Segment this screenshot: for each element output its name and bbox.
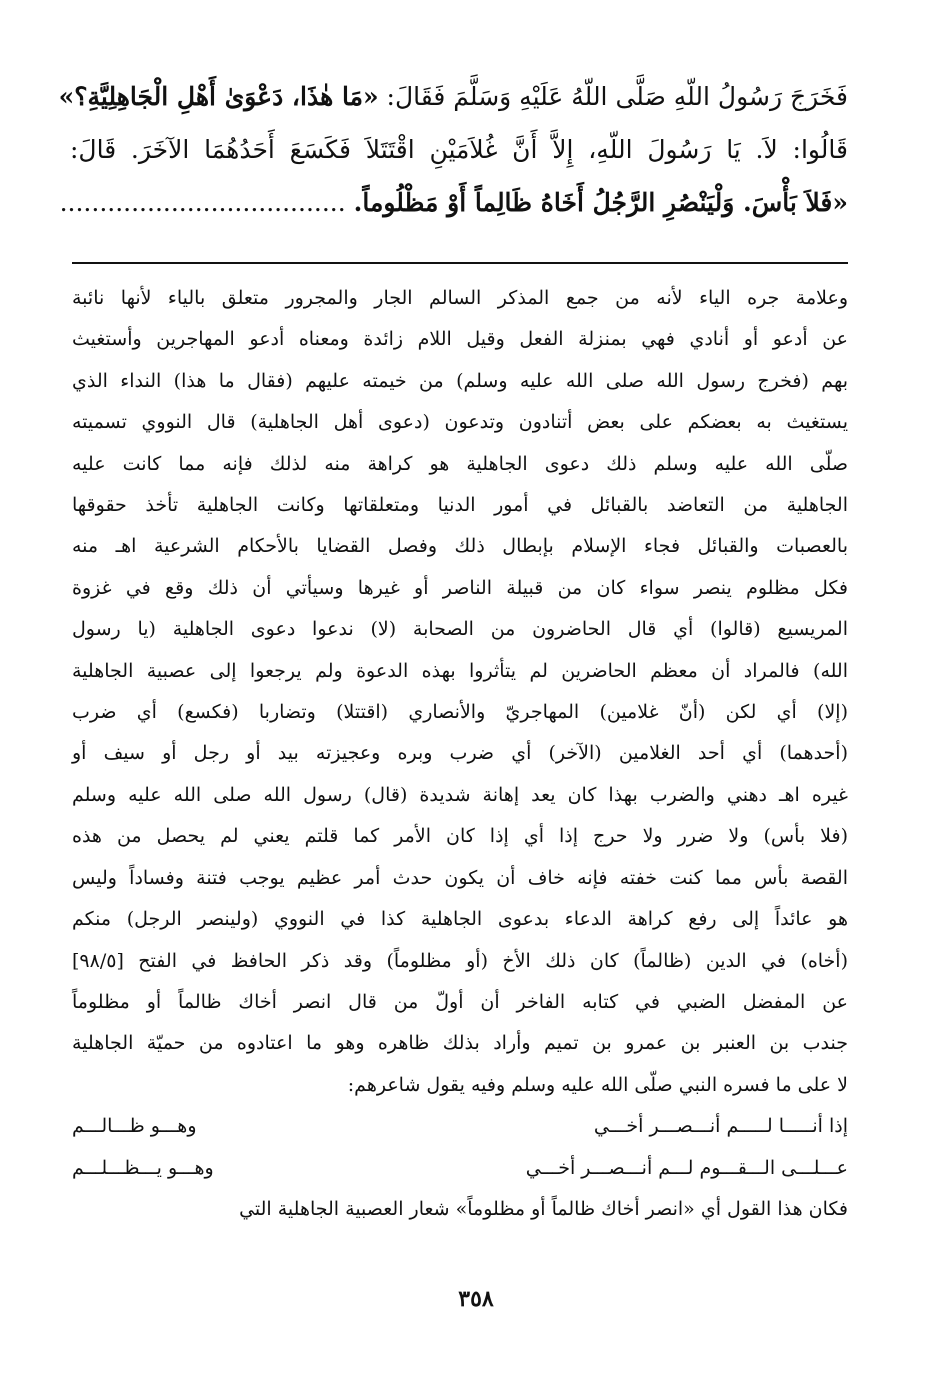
verse-2-second-hemistich: وهـــو يـــظـــلـــم (72, 1156, 214, 1179)
hadith-line (59, 176, 848, 229)
poem-verse-2 (72, 1148, 848, 1189)
commentary-line: القصة بأس مما كنت خفته فإنه خاف أن يكون حدث أمر عظيم يوجب فتنة وفساداً وليس (72, 866, 848, 889)
commentary-line: (أخاه) في الدين (ظالماً) كان ذلك الأخ (أو مظلوماً) وقد ذكر الحافظ في الفتح [٩٨/٥] (72, 949, 848, 972)
commentary-line: الجاهلية من التعاضد بالقبائل في أمور الدنيا ومتعلقاتها وكانت الجاهلية تأخذ حقوقها (72, 494, 848, 517)
commentary-line: فكل مظلوم ينصر سواء كان من قبيلة الناصر أو غيرها وسيأتي أن ذلك وقع في غزوة (72, 576, 848, 599)
verse-1-first-hemistich: إذا أنـــــا لـــــم أنـــصـــر أخـــي (593, 1115, 848, 1138)
commentary-line: الله) فالمراد أن معظم الحاضرين لم يتأثروا بهذه الدعوة ولم يرجعوا إلى عصبية الجاهلية (72, 659, 848, 682)
commentary-line: غيره اهـ دهني والضرب بهذا كان يعد إهانة شديدة (قال) رسول الله صلى الله عليه وسلم (72, 783, 848, 806)
hadith-line (58, 70, 848, 123)
hadith-line-1-bold: «مَا هٰذَا، دَعْوَىٰ أَهْلِ الْجَاهِلِيَّةِ؟» (58, 82, 379, 111)
verse-2-first-hemistich: عـــلـــى الـــقـــوم لـــم أنـــصـــر أخـــي (525, 1156, 848, 1179)
commentary-line: هو عائداً إلى رفع كراهة الدعاء بدعوى الجاهلية كذا في النووي (ولينصر الرجل) منكم (72, 908, 848, 931)
hadith-ellipsis: .................................... (59, 188, 346, 217)
commentary-line: وعلامة جره الياء لأنه من جمع المذكر السالم الجار والمجرور متعلق بالياء لأنها نائبة (72, 287, 848, 309)
commentary-line: لا على ما فسره النبي صلّى الله عليه وسلم وفيه يقول شاعرهم: (347, 1073, 848, 1096)
section-divider (72, 262, 848, 264)
hadith-line-3-bold: «فَلاَ بَأْسَ. وَلْيَنْصُرِ الرَّجُلُ أَخَاهُ ظَالِماً أَوْ مَظْلُوماً. (353, 188, 848, 217)
page-number: ٣٥٨ (458, 1286, 494, 1312)
commentary-line: عن أدعو أو أنادي فهي بمنزلة الفعل وقيل اللام زائدة ومعناه أدعو المهاجرين وأستغيث (72, 328, 848, 351)
hadith-line: قَالُوا: لاَ. يَا رَسُولَ اللّهِ، إِلاَّ أَنَّ غُلاَمَيْنِ اقْتَتَلاَ فَكَسَعَ أَحَدُهُمَا الآخَرَ. قَالَ: (70, 135, 848, 164)
hadith-text (58, 70, 848, 229)
commentary-text (72, 278, 848, 1230)
commentary-line: بهم (فخرج رسول الله صلى الله عليه وسلم) من خيمته عليهم (فقال ما هذا) النداء الذي (72, 369, 848, 392)
commentary-line: (أحدهما) أي أحد الغلامين (الآخر) أي ضرب وبره وعجيزته بيد أو رجل أو سيف أو (72, 742, 848, 765)
commentary-line: المريسيع (قالوا) أي قال الحاضرون من الصحابة (لا) ندعوا دعوى الجاهلية (يا رسول (72, 618, 848, 641)
commentary-line: عن المفضل الضبي في كتابه الفاخر أن أولّ من قال انصر أخاك ظالماً أو مظلوماً (72, 990, 848, 1013)
commentary-line: صلّى الله عليه وسلم ذلك دعوى الجاهلية هو كراهة منه لذلك فإنه مما كانت عليه (72, 452, 848, 475)
poem-verse-1 (72, 1106, 848, 1147)
verse-1-second-hemistich: وهـــو ظـــالـــم (72, 1115, 197, 1138)
commentary-line: يستغيث به بعضكم على بعض أتنادون وتدعون (دعوى أهل الجاهلية) قال النووي تسميته (72, 411, 848, 434)
commentary-final-line: فكان هذا القول أي «انصر أخاك ظالماً أو مظلوماً» شعار العصبية الجاهلية التي (239, 1197, 848, 1220)
commentary-line: بالعصبات والقبائل فجاء الإسلام بإبطال ذلك وفصل القضايا بالأحكام الشرعية اهـ منه (72, 535, 848, 558)
hadith-line-1: فَخَرَجَ رَسُولُ اللّهِ صَلَّى اللّهُ عَلَيْهِ وَسَلَّمَ فَقَالَ: (386, 82, 848, 111)
commentary-line: جندب بن العنبر بن عمرو بن تميم وأراد بذلك ظاهره وهو ما اعتادوه من حميّة الجاهلية (72, 1032, 848, 1055)
commentary-line: (إلا) أي لكن (أنّ غلامين) المهاجريّ والأنصاري (اقتتلا) وتضاربا (فكسع) أي ضرب (72, 701, 848, 724)
commentary-line: (فلا بأس) ولا ضرر ولا حرج إذا أي إذا كان الأمر كما قلتم يعني لم يحصل من هذه (72, 825, 848, 848)
